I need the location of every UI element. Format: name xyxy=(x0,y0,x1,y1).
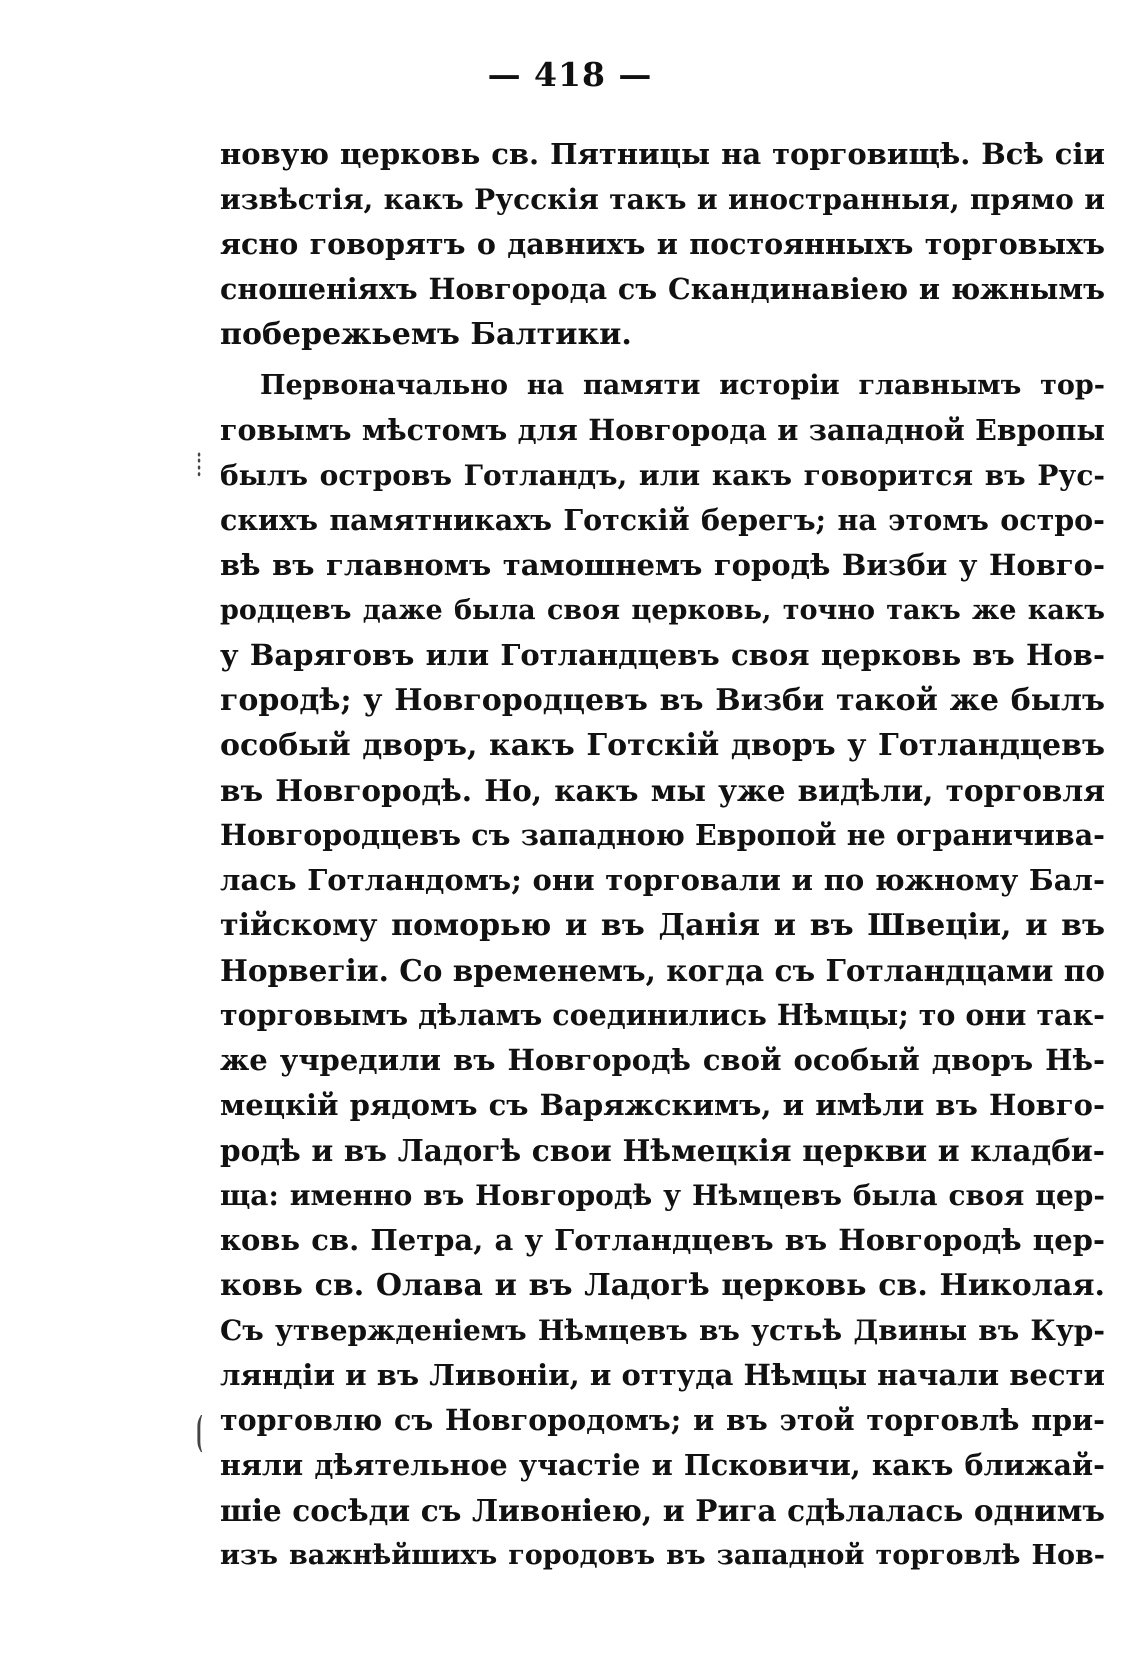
text-line: Новгородцевъ съ западною Европой не ограничива- xyxy=(220,818,1105,852)
text-line: лась Готландомъ; они торговали и по южному Бал- xyxy=(220,863,1105,897)
text-line: говымъ мѣстомъ для Новгорода и западной Европы xyxy=(220,413,1105,447)
margin-pencil-mark: ⦗ xyxy=(196,1410,204,1455)
text-line: побережьемъ Балтики. xyxy=(220,317,632,352)
text-line: былъ островъ Готландъ, или какъ говорится въ Рус- xyxy=(220,459,1105,492)
margin-pencil-mark: ⁞ xyxy=(196,445,203,486)
text-line: въ Новгородѣ. Но, какъ мы уже видѣли, торговля xyxy=(220,773,1105,808)
text-line: ковь св. Олава и въ Ладогѣ церковь св. Николая. xyxy=(220,1268,1105,1303)
text-line: шiе сосѣди съ Ливонiею, и Рига сдѣлалась однимъ xyxy=(220,1493,1105,1528)
text-line: у Варяговъ или Готландцевъ своя церковь въ Нов- xyxy=(220,638,1105,672)
text-line: Съ утвержденiемъ Нѣмцевъ въ устьѣ Двины въ Кур- xyxy=(220,1314,1105,1347)
body-text xyxy=(220,132,1105,1578)
text-line: же учредили въ Новгородѣ свой особый дворъ Нѣ- xyxy=(220,1043,1105,1077)
text-line: родѣ и въ Ладогѣ свои Нѣмецкiя церкви и кладби- xyxy=(220,1133,1105,1168)
text-line: ясно говорятъ о давнихъ и постоянныхъ торговыхъ xyxy=(220,227,1105,261)
text-line: мецкiй рядомъ съ Варяжскимъ, и имѣли въ Новго- xyxy=(220,1088,1105,1122)
text-line: родцевъ даже была своя церковь, точно такъ же какъ xyxy=(220,595,1105,626)
paragraph-2 xyxy=(220,363,1105,1578)
text-line: скихъ памятникахъ Готскiй берегъ; на этомъ остро- xyxy=(220,503,1105,537)
text-line: изъ важнѣйшихъ городовъ въ западной торговлѣ Нов- xyxy=(220,1540,1105,1571)
text-line: торговымъ дѣламъ соединились Нѣмцы; то они так- xyxy=(220,998,1105,1032)
text-line: няли дѣятельное участiе и Псковичи, какъ ближай- xyxy=(220,1448,1105,1482)
text-line: тiйскому поморью и въ Данiя и въ Швецiи, и въ xyxy=(220,908,1105,943)
page-number: — 418 — xyxy=(487,55,653,94)
text-line: Первоначально на памяти исторiи главнымъ тор- xyxy=(260,370,1105,401)
text-line: торговлю съ Новгородомъ; и въ этой торговлѣ при- xyxy=(220,1403,1105,1437)
text-line: сношенiяхъ Новгорода съ Скандинавiею и южнымъ xyxy=(220,272,1105,306)
text-line: городѣ; у Новгородцевъ въ Визби такой же былъ xyxy=(220,683,1105,718)
text-line: ща: именно въ Новгородѣ у Нѣмцевъ была своя цер- xyxy=(220,1179,1105,1212)
text-line: ляндiи и въ Ливонiи, и оттуда Нѣмцы начали вести xyxy=(220,1358,1105,1392)
text-line: ковь св. Петра, а у Готландцевъ въ Новгородѣ цер- xyxy=(220,1223,1105,1257)
text-line: особый дворъ, какъ Готскiй дворъ у Готландцевъ xyxy=(220,728,1105,763)
text-line: Норвегiи. Со временемъ, когда съ Готландцами по xyxy=(220,953,1105,988)
text-line: извѣстiя, какъ Русскiя такъ и иностранныя, прямо и xyxy=(220,183,1105,216)
paragraph-1 xyxy=(220,132,1105,357)
text-line: новую церковь св. Пятницы на торговищѣ. Всѣ сiи xyxy=(220,137,1105,171)
text-line: вѣ въ главномъ тамошнемъ городѣ Визби у Новго- xyxy=(220,548,1105,582)
